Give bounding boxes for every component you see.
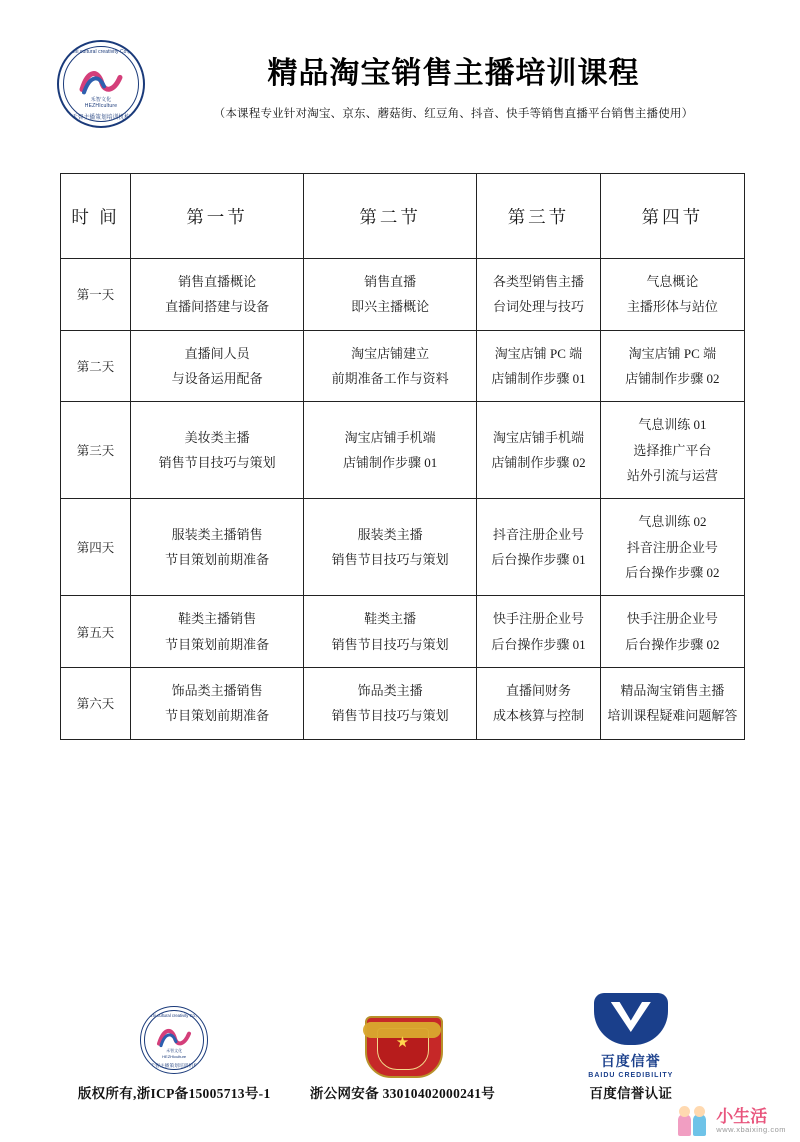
table-cell-line: 店铺制作步骤 02 <box>625 371 720 387</box>
table-cell-line: 美妆类主播 <box>184 430 250 446</box>
table-cell-line: 饰品类主播 <box>357 683 423 699</box>
baidu-v-icon <box>594 993 668 1051</box>
page-subtitle: （本课程专业针对淘宝、京东、蘑菇街、红豆角、抖音、快手等销售直播平台销售主播使用） <box>213 108 694 120</box>
table-cell-line: 淘宝店铺手机端 <box>344 430 436 446</box>
seal-sub-en: HEZHIculture <box>84 103 118 109</box>
table-cell-line: 销售直播概论 <box>178 274 257 289</box>
table-cell-day: 第五天 <box>61 596 131 668</box>
baidu-caption-sub: 百度信誉认证 <box>589 1086 673 1101</box>
police-caption: 浙公网安备 33010402000241号 <box>309 1086 496 1101</box>
baidu-credibility-glyph <box>517 979 745 1051</box>
table-cell-session-4 <box>600 596 744 668</box>
table-cell-line: 节目策划前期准备 <box>165 552 270 568</box>
table-cell-line: 销售节目技巧与策划 <box>331 552 449 568</box>
table-cell-session-1 <box>131 402 304 499</box>
table-row <box>61 259 745 331</box>
seal-arc-bottom-text: 禾智主播策划培训机构 <box>72 115 130 121</box>
watermark-main: 小生活 <box>716 1107 768 1127</box>
table-cell-session-1 <box>131 596 304 668</box>
table-cell-line: 站外引流与运营 <box>626 468 718 484</box>
table-cell-session-2 <box>304 402 477 499</box>
table-cell-line: 鞋类主播销售 <box>178 611 257 627</box>
table-cell-line: 后台操作步骤 01 <box>491 636 586 652</box>
company-seal-small-icon <box>140 1006 208 1074</box>
table-cell-session-3 <box>477 259 601 331</box>
table-cell-line: 销售节目技巧与策划 <box>158 455 276 471</box>
table-cell-session-1 <box>131 668 304 740</box>
table-cell-line: 淘宝店铺 PC 端 <box>494 345 583 361</box>
title-block <box>147 36 750 121</box>
watermark-text <box>716 1108 786 1134</box>
watermark-figure-left <box>678 1114 691 1136</box>
footer-badge-police <box>288 1002 516 1102</box>
table-cell-line: 直播间人员 <box>184 345 250 361</box>
seal-sub-text <box>59 96 143 109</box>
table-cell-line: 服装类主播 <box>357 527 423 543</box>
table-cell-day: 第二天 <box>61 330 131 402</box>
table-cell-line: 节目策划前期准备 <box>165 708 270 724</box>
seal-small-sub-cn: 禾智文化 <box>166 1048 183 1053</box>
seal-small-sub <box>141 1048 207 1059</box>
schedule-table-wrap <box>60 173 745 740</box>
table-cell-line: 店铺制作步骤 01 <box>342 455 438 471</box>
baidu-v-outer <box>594 993 668 1045</box>
schedule-table <box>60 173 745 740</box>
table-header-row <box>61 174 745 259</box>
table-cell-line: 抖音注册企业号 <box>626 539 718 555</box>
footer-badge-copyright <box>60 1002 288 1102</box>
table-cell-session-4 <box>600 402 744 499</box>
seal-wave-icon <box>78 65 124 95</box>
footer-badges <box>60 979 745 1102</box>
table-header <box>61 174 745 259</box>
table-cell-line: 前期准备工作与资料 <box>331 371 449 387</box>
column-header-session-3: 第三节 <box>477 174 601 259</box>
table-cell-line: 培训课程疑难问题解答 <box>607 708 738 724</box>
page-title: 精品淘宝销售主播培训课程 <box>267 57 640 90</box>
table-cell-day: 第四天 <box>61 499 131 596</box>
table-cell-line: 销售节目技巧与策划 <box>331 636 449 652</box>
table-cell-line: 成本核算与控制 <box>492 708 584 724</box>
table-cell-session-1 <box>131 259 304 331</box>
document-header <box>0 0 800 128</box>
watermark-url: www.xbaixing.com <box>716 1124 786 1134</box>
table-body <box>61 259 745 740</box>
table-cell-session-4 <box>600 668 744 740</box>
table-cell-line: 气息概论 <box>646 274 699 289</box>
table-cell-line: 鞋类主播 <box>364 611 417 627</box>
column-header-time: 时 间 <box>61 174 131 259</box>
site-watermark <box>678 1106 786 1136</box>
table-cell-line: 台词处理与技巧 <box>492 299 584 315</box>
table-cell-line: 各类型销售主播 <box>492 274 584 289</box>
table-cell-line: 后台操作步骤 01 <box>491 552 586 568</box>
table-cell-session-4 <box>600 259 744 331</box>
table-cell-day: 第三天 <box>61 402 131 499</box>
table-cell-line: 销售节目技巧与策划 <box>331 708 449 724</box>
column-header-session-1: 第一节 <box>131 174 304 259</box>
table-cell-session-3 <box>477 668 601 740</box>
seal-small-sub-en: HEZHIculture <box>162 1054 187 1059</box>
table-cell-line: 主播形体与站位 <box>626 299 718 315</box>
table-cell-day: 第六天 <box>61 668 131 740</box>
column-header-session-2: 第二节 <box>304 174 477 259</box>
seal-small-arc-top: Hezhi cultural creativity Co.,Ltd <box>145 1013 204 1018</box>
baidu-caption-en: BAIDU CREDIBILITY <box>588 1072 674 1079</box>
logo-wrap <box>55 36 147 128</box>
table-cell-line: 后台操作步骤 02 <box>625 636 720 652</box>
column-header-session-4: 第四节 <box>600 174 744 259</box>
table-cell-session-3 <box>477 596 601 668</box>
table-cell-line: 抖音注册企业号 <box>492 527 584 543</box>
seal-arc-top-text: Hezhi cultural creativity Co.,Ltd <box>65 49 137 55</box>
table-cell-session-3 <box>477 330 601 402</box>
table-cell-line: 直播间搭建与设备 <box>165 299 270 315</box>
table-row <box>61 499 745 596</box>
table-cell-session-1 <box>131 330 304 402</box>
table-cell-line: 店铺制作步骤 01 <box>491 371 586 387</box>
watermark-figures-icon <box>678 1106 712 1136</box>
table-row <box>61 668 745 740</box>
table-cell-session-1 <box>131 499 304 596</box>
seal-sub-cn: 禾智文化 <box>90 97 112 103</box>
police-emblem-icon <box>365 1016 439 1074</box>
seal-small-arc-bottom: 禾智主播策划培训机构 <box>150 1064 199 1069</box>
table-cell-line: 服装类主播销售 <box>171 527 263 543</box>
table-cell-line: 节目策划前期准备 <box>165 636 270 652</box>
seal-small-wave-icon <box>156 1025 192 1049</box>
table-cell-session-2 <box>304 596 477 668</box>
watermark-figure-right <box>693 1114 706 1136</box>
table-cell-line: 淘宝店铺手机端 <box>492 430 584 446</box>
table-cell-line: 销售直播 <box>364 274 417 289</box>
document-footer <box>0 979 800 1102</box>
copyright-seal-glyph <box>60 1002 288 1074</box>
table-cell-session-4 <box>600 330 744 402</box>
table-cell-session-3 <box>477 402 601 499</box>
table-cell-session-2 <box>304 330 477 402</box>
table-cell-line: 气息训练 02 <box>638 514 707 530</box>
table-cell-session-4 <box>600 499 744 596</box>
table-cell-day: 第一天 <box>61 259 131 331</box>
table-cell-session-2 <box>304 259 477 331</box>
table-cell-line: 快手注册企业号 <box>492 611 584 627</box>
table-cell-line: 选择推广平台 <box>633 442 712 458</box>
police-emblem-glyph <box>288 1002 516 1074</box>
table-row <box>61 596 745 668</box>
footer-badge-baidu[interactable] <box>517 979 745 1102</box>
table-cell-line: 快手注册企业号 <box>626 611 718 627</box>
table-row <box>61 330 745 402</box>
table-cell-line: 店铺制作步骤 02 <box>491 455 586 471</box>
company-seal-icon <box>57 40 145 128</box>
table-cell-line: 后台操作步骤 02 <box>625 565 720 581</box>
table-cell-line: 淘宝店铺 PC 端 <box>628 345 717 361</box>
table-cell-session-2 <box>304 668 477 740</box>
table-cell-line: 气息训练 01 <box>638 417 707 433</box>
table-cell-line: 即兴主播概论 <box>351 299 430 315</box>
baidu-caption: 百度信誉 <box>600 1055 661 1070</box>
table-row <box>61 402 745 499</box>
table-cell-session-2 <box>304 499 477 596</box>
table-cell-line: 饰品类主播销售 <box>171 683 263 699</box>
copyright-caption: 版权所有,浙ICP备15005713号-1 <box>77 1086 271 1101</box>
table-cell-session-3 <box>477 499 601 596</box>
table-cell-line: 淘宝店铺建立 <box>351 345 430 361</box>
table-cell-line: 精品淘宝销售主播 <box>620 683 725 699</box>
table-cell-line: 直播间财务 <box>505 683 571 699</box>
table-cell-line: 与设备运用配备 <box>171 371 263 387</box>
emblem-star-icon: ★ <box>395 1035 410 1051</box>
